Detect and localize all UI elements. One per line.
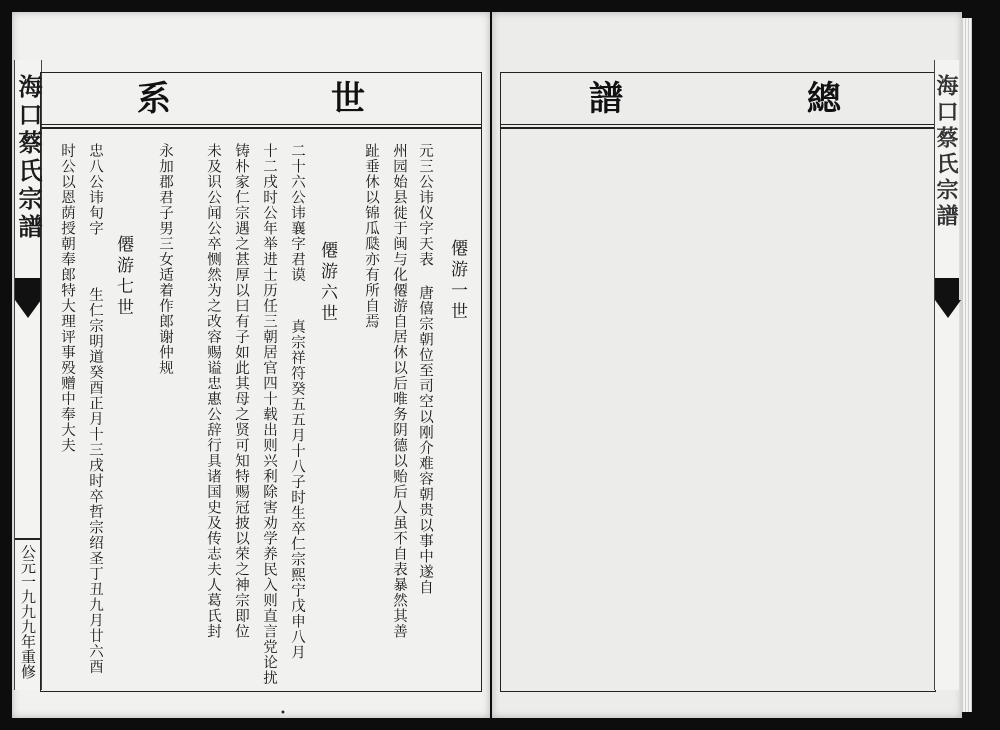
heading-generation-1: 僊游一世 — [447, 239, 467, 323]
column-2: 州园始县徙于闽与化僊游自居休以后唯务阴德以贻后人虽不自表暴然其善 — [391, 143, 407, 639]
edition-label: 公元一九九九年重修 — [15, 538, 41, 679]
column-5-bottom: 真宗祥符癸五五月十八子时生卒仁宗熙宁戊申八月 — [289, 319, 305, 660]
column-8: 未及识公闻公卒恻然为之改容赐谥忠惠公辞行具诸国史及传志夫人葛氏封 — [205, 143, 221, 639]
column-1-bottom: 唐僖宗朝位至司空以刚介难容朝贵以事中遂自 — [417, 285, 433, 595]
column-1-top: 元三公讳仪字天表 — [417, 143, 433, 267]
column-9: 永加郡君子男三女适着作郎谢仲规 — [157, 143, 173, 376]
left-text-frame — [40, 72, 482, 692]
right-spine-title: 海口蔡氏宗譜 — [933, 74, 959, 230]
column-11-bottom: 生仁宗明道癸酉正月十三戌时卒哲宗绍圣丁丑九月廿六酉 — [87, 287, 103, 675]
right-text-frame — [500, 72, 936, 692]
header-char-shi: 世 — [331, 79, 365, 119]
header-char-pu: 譜 — [589, 79, 623, 119]
column-3: 趾垂休以锦瓜瓞亦有所自焉 — [363, 143, 379, 329]
heading-generation-6: 僊游六世 — [317, 241, 337, 325]
left-spine-title: 海口蔡氏宗譜 — [14, 74, 43, 242]
left-spine-strip — [14, 60, 42, 690]
right-header-band — [501, 73, 935, 129]
header-char-xi: 系 — [137, 79, 171, 119]
column-11-top: 忠八公讳旬字 — [87, 143, 103, 236]
right-fishtail-mark — [935, 278, 959, 318]
footer-mark: • — [280, 708, 286, 719]
column-12: 时公以恩荫授朝奉郎特大理评事殁赠中奉大夫 — [59, 143, 75, 453]
fishtail-mark — [15, 278, 41, 318]
heading-generation-7: 僊游七世 — [113, 235, 133, 319]
left-header-band — [41, 73, 481, 129]
page-edges — [962, 18, 972, 712]
column-6: 十二戌时公年举进士历任三朝居官四十载出则兴利除害劝学养民入则直言党论扰 — [261, 143, 277, 686]
header-char-zong: 總 — [807, 79, 841, 119]
column-5-top: 二十六公讳襄字君谟 — [289, 143, 305, 283]
column-7: 铸朴家仁宗遇之甚厚以曰有子如此其母之贤可知特赐冠披以荣之神宗即位 — [233, 143, 249, 639]
right-spine-strip — [934, 60, 959, 690]
